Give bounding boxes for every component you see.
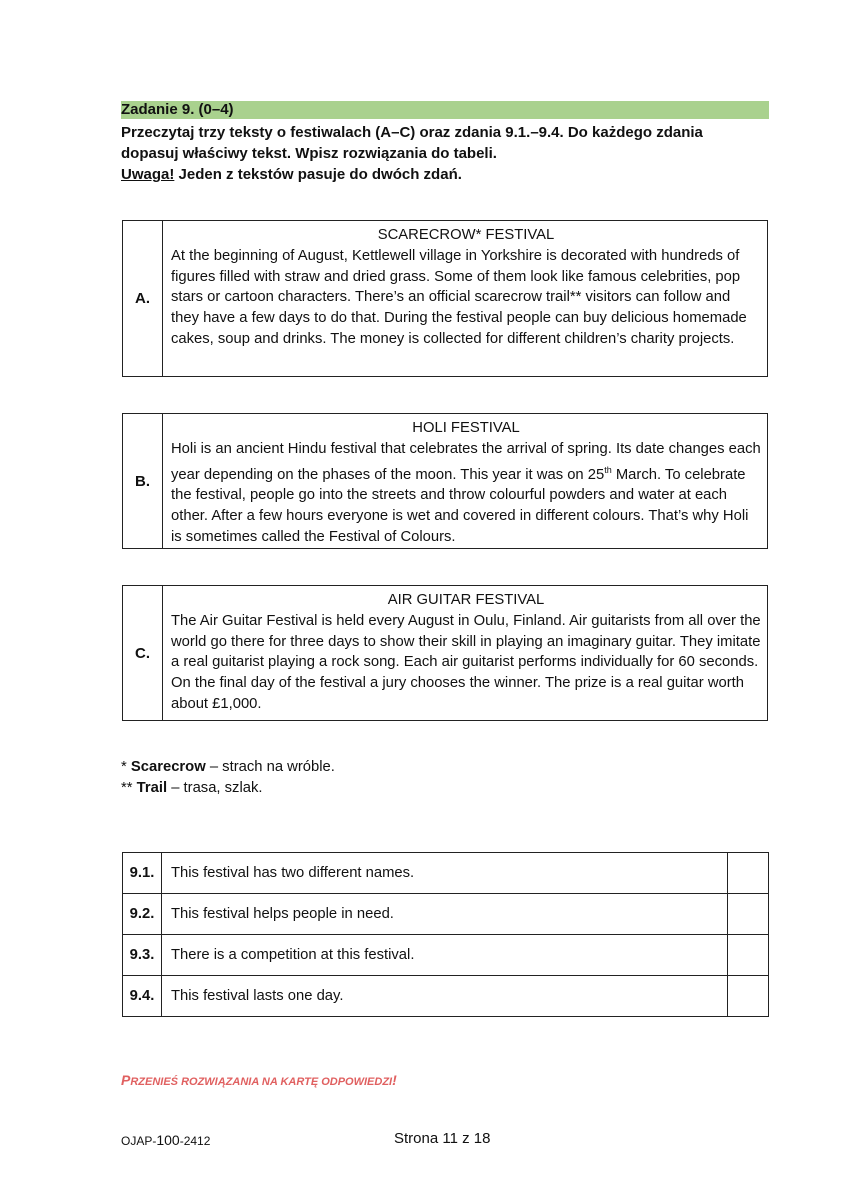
transfer-answers-note: PRZENIEŚ ROZWIĄZANIA NA KARTĘ ODPOWIEDZI!: [121, 1072, 397, 1088]
text-box-a: [122, 220, 768, 377]
text-body-part-1: Holi is an ancient Hindu festival that celebrates the arrival of spring. Its date changes each year depending on the phases of the moon. This year it was on 25: [171, 440, 761, 483]
text-title: SCARECROW* FESTIVAL: [377, 227, 555, 243]
glossary-item: ** Trail – trasa, szlak.: [121, 780, 263, 796]
text-body-part-2: March. To celebrate the festival, people go into the streets and throw colourful powders and water at each other. After a few hours everyone is wet and covered in different colours. That’s why Holi is sometimes called the Festival of Colours.: [171, 466, 749, 545]
instruction-note: [121, 164, 781, 185]
exam-code: OJAP-100-2412: [121, 1132, 211, 1148]
text-letter: C.: [123, 586, 163, 720]
glossary-definition: – trasa, szlak.: [167, 780, 263, 796]
statement-number: 9.4.: [123, 976, 162, 1017]
answer-cell[interactable]: [728, 894, 769, 935]
statement-text: This festival lasts one day.: [162, 976, 728, 1017]
glossary-item: * Scarecrow – strach na wróble.: [121, 759, 335, 775]
text-body: At the beginning of August, Kettlewell village in Yorkshire is decorated with hundreds of figures filled with straw and dried grass. Some of them look like famous celebrities, pop stars or cartoon characters. There’s an official scarecrow trail** visitors can follow and they have a few days to do that. During the festival people can buy delicious homemade cakes, soup and drinks. The money is collected for different children’s charity projects.: [171, 247, 747, 347]
text-box-b: [122, 413, 768, 549]
glossary: [121, 757, 335, 799]
table-row: [123, 853, 769, 894]
statement-text: There is a competition at this festival.: [162, 935, 728, 976]
table-row: [123, 894, 769, 935]
table-row: [123, 935, 769, 976]
answer-table: [122, 852, 769, 1017]
note-text: Jeden z tekstów pasuje do dwóch zdań.: [174, 166, 462, 183]
glossary-definition: – strach na wróble.: [205, 759, 335, 775]
page-number: Strona 11 z 18: [394, 1130, 491, 1147]
table-row: [123, 976, 769, 1017]
text-box-c: [122, 585, 768, 721]
text-content: [171, 418, 761, 548]
text-content: [171, 225, 761, 350]
text-title: HOLI FESTIVAL: [412, 420, 520, 436]
task-instructions: [121, 122, 781, 185]
instruction-line-2: dopasuj właściwy tekst. Wpisz rozwiązania do tabeli.: [121, 145, 497, 162]
statement-number: 9.1.: [123, 853, 162, 894]
answer-cell[interactable]: [728, 853, 769, 894]
text-body-superscript: th: [604, 464, 612, 475]
statement-text: This festival helps people in need.: [162, 894, 728, 935]
answer-cell[interactable]: [728, 976, 769, 1017]
text-letter: A.: [123, 221, 163, 376]
note-label: Uwaga!: [121, 166, 175, 183]
text-body: [171, 439, 761, 548]
instruction-line-1: Przeczytaj trzy teksty o festiwalach (A–C) oraz zdania 9.1.–9.4. Do każdego zdania: [121, 124, 703, 141]
text-letter: B.: [123, 414, 163, 548]
statement-number: 9.3.: [123, 935, 162, 976]
text-body: The Air Guitar Festival is held every August in Oulu, Finland. Air guitarists from all over the world go there for three days to show their skill in playing an imaginary guitar. They imitate a real guitarist playing a rock song. Each air guitarist performs individually for 60 seconds. On the final day of the festival a jury chooses the winner. The prize is a real guitar worth about £1,000.: [171, 612, 761, 712]
task-title: Zadanie 9. (0–4): [121, 101, 234, 118]
glossary-term: Trail: [136, 780, 168, 796]
statement-number: 9.2.: [123, 894, 162, 935]
text-title: AIR GUITAR FESTIVAL: [387, 592, 545, 608]
text-content: [171, 590, 761, 715]
glossary-term: Scarecrow: [130, 759, 206, 775]
answer-cell[interactable]: [728, 935, 769, 976]
statement-text: This festival has two different names.: [162, 853, 728, 894]
